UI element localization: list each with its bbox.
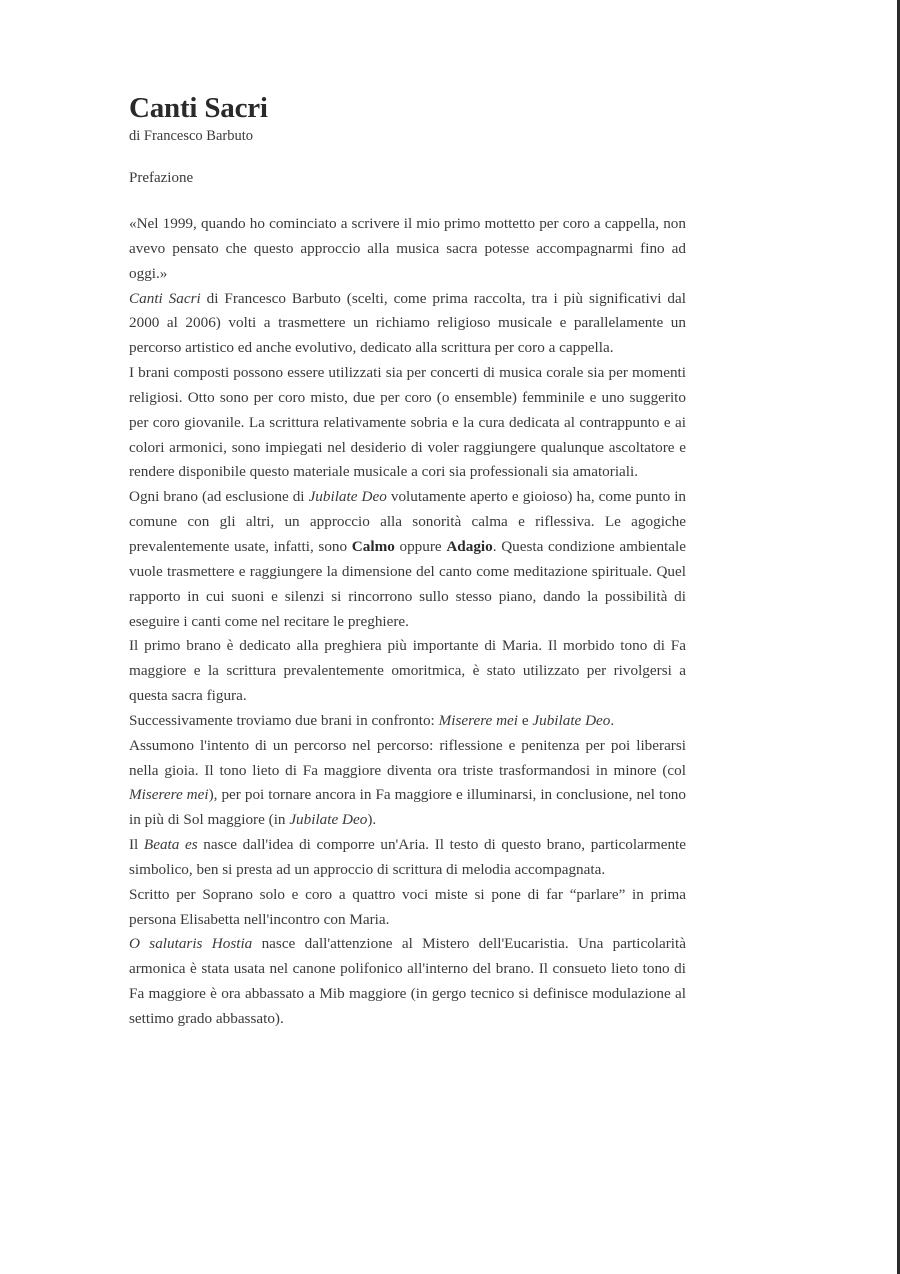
body-text [129,212,686,1032]
paragraph [129,485,686,634]
italic-text: Miserere mei [438,711,519,729]
italic-text: Jubilate Deo [532,711,611,729]
text-run: Il [129,836,144,854]
text-run: di Francesco Barbuto (scelti, come prima raccolta, tra i più significativi dal 2000 al 2006) volti a trasmettere un richiamo religioso musicale e parallelamente un percorso artistico ed anche evolutivo, dedicato alla scrittura per coro a cappella. [129,289,686,357]
text-run: Il primo brano è dedicato alla preghiera più importante di Maria. Il morbido tono di Fa maggiore e la scrittura prevalentemente omoritmica, è stato utilizzato per rivolgersi a questa sacra figura. [129,637,686,705]
document-author: di Francesco Barbuto [129,128,254,144]
text-run: nasce dall'attenzione al Mistero dell'Eucaristia. Una particolarità armonica è stata usata nel canone polifonico all'interno del brano. Il consueto lieto tono di Fa maggiore è ora abbassato a Mib maggiore (in gergo tecnico si definisce modulazione al settimo grado abbassato). [129,935,686,1027]
text-run: Ogni brano (ad esclusione di [129,488,309,506]
paragraph [129,361,686,485]
text-run: volutamente aperto e gioioso) ha, come punto in comune con gli altri, un approccio alla sonorità calma e riflessiva. Le agogiche prevalentemente usate, infatti, sono [129,488,687,555]
document-title: Canti Sacri [129,92,268,124]
paragraph [129,634,686,709]
text-run: Assumono l'intento di un percorso nel percorso: riflessione e penitenza per poi liberarsi nella gioia. Il tono lieto di Fa maggiore diventa ora triste trasformandosi in minore (col [129,736,686,779]
section-heading: Prefazione [129,170,194,186]
page-content [129,92,686,1032]
text-run: . Questa condizione ambientale vuole trasmettere e raggiungere la dimensione del canto come meditazione spirituale. Quel rapporto in cui suoni e silenzi si rincorrono sullo stesso piano, dando la possibilità di eseguire i canti come nel recitare le preghiere. [129,537,686,630]
paragraph [129,883,686,933]
text-run: . [610,711,615,729]
text-run: Scritto per Soprano solo e coro a quattro voci miste si pone di far “parlare” in prima persona Elisabetta nell'incontro con Maria. [129,885,686,928]
paragraph [129,932,686,1031]
text-run: I brani composti possono essere utilizzati sia per concerti di musica corale sia per momenti religiosi. Otto sono per coro misto, due per coro (o ensemble) femminile e uno suggerito per coro giovanile. La scrittura relativamente sobria e la cura dedicata al contrappunto e ai colori armonici, sono impiegati nel desiderio di voler raggiungere qualunque ascoltatore e rendere disponibile questo materiale musicale a cori sia professionali sia amatoriali. [129,364,686,481]
italic-text: O salutaris Hostia [129,935,253,953]
paragraph [129,709,686,734]
italic-text: Miserere mei [129,786,209,804]
text-run: Successivamente troviamo due brani in confronto: [129,711,439,729]
paragraph [129,833,686,883]
italic-text: Beata es [143,836,198,854]
paragraph [129,212,686,287]
italic-text: Jubilate Deo [289,811,368,829]
italic-text: Canti Sacri [129,289,201,307]
text-run: nasce dall'idea di comporre un'Aria. Il testo di questo brano, particolarmente simbolico, ben si presta ad un approccio di scrittura di melodia accompagnata. [129,836,687,878]
text-run: e [518,711,533,729]
bold-text: Calmo [351,537,395,555]
text-run: «Nel 1999, quando ho cominciato a scrivere il mio primo mottetto per coro a cappella, non avevo pensato che questo approccio alla musica sacra potesse accompagnarmi fino ad oggi.» [129,215,686,282]
text-run: oppure [394,537,447,555]
italic-text: Jubilate Deo [308,488,387,506]
paragraph [129,287,686,362]
bold-text: Adagio [446,537,493,555]
text-run: ). [367,811,377,829]
text-run: ), per poi tornare ancora in Fa maggiore e illuminarsi, in conclusione, nel tono in più di Sol maggiore (in [129,786,686,829]
paragraph [129,734,686,833]
